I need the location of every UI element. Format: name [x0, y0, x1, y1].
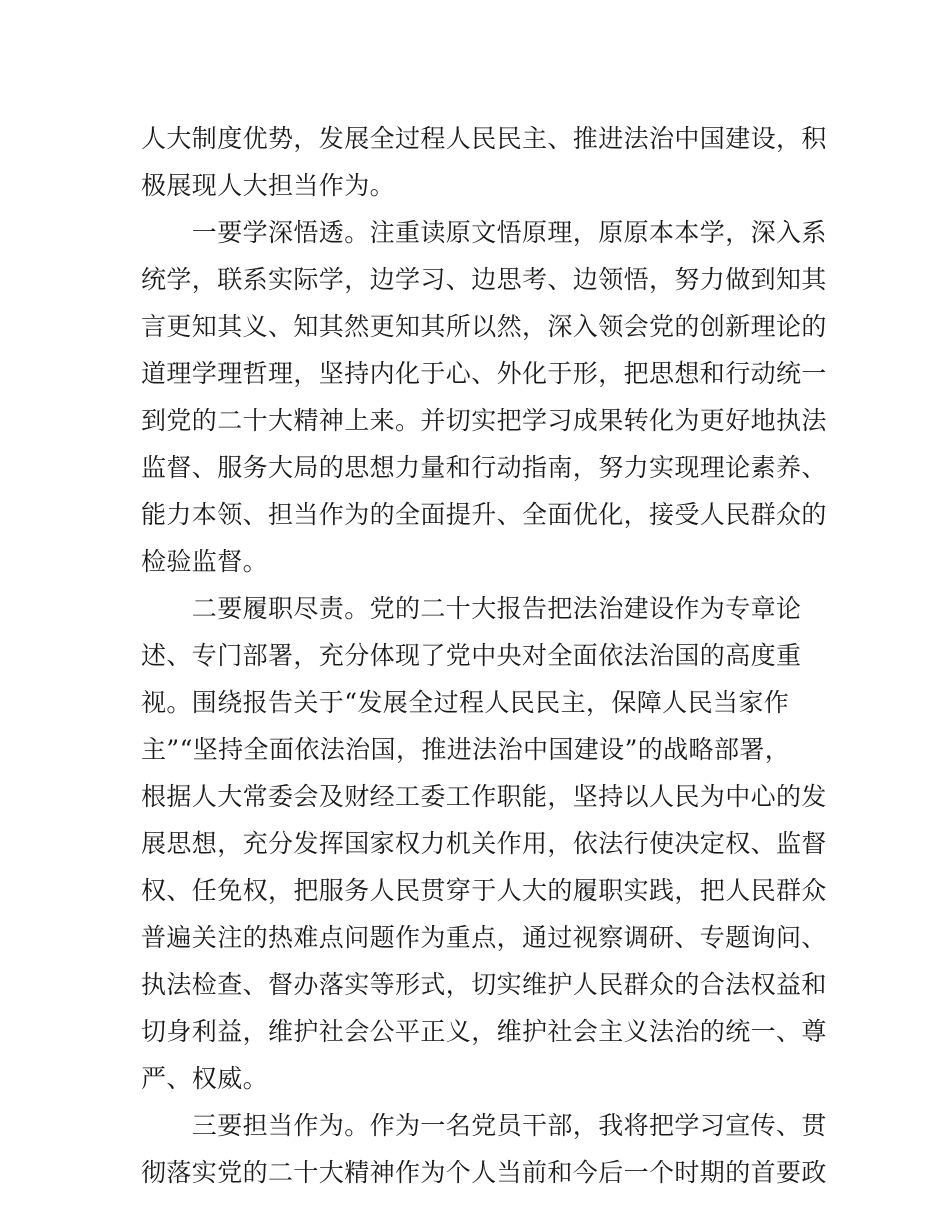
text-line: 述、专门部署，充分体现了党中央对全面依法治国的高度重 — [141, 641, 802, 670]
text-line: 二要履职尽责。党的二十大报告把法治建设作为专章论 — [141, 594, 802, 623]
text-line: 根据人大常委会及财经工委工作职能，坚持以人民为中心的发 — [141, 782, 827, 811]
text-line: 彻落实党的二十大精神作为个人当前和今后一个时期的首要政 — [141, 1158, 827, 1187]
text-line: 监督、服务大局的思想力量和行动指南，努力实现理论素养、 — [141, 453, 827, 482]
body-text — [141, 115, 827, 1196]
text-line: 权、任免权，把服务人民贯穿于人大的履职实践，把人民群众 — [141, 876, 827, 905]
text-line: 检验监督。 — [141, 547, 269, 576]
text-line: 视。围绕报告关于“发展全过程人民民主，保障人民当家作 — [141, 688, 790, 717]
text-line: 主”“坚持全面依法治国，推进法治中国建设”的战略部署， — [141, 735, 791, 764]
text-line: 展思想，充分发挥国家权力机关作用，依法行使决定权、监督 — [141, 829, 827, 858]
text-line: 到党的二十大精神上来。并切实把学习成果转化为更好地执法 — [141, 406, 827, 435]
text-line: 三要担当作为。作为一名党员干部，我将把学习宣传、贯 — [141, 1111, 827, 1140]
text-line: 统学，联系实际学，边学习、边思考、边领悟，努力做到知其 — [141, 265, 827, 294]
text-line: 言更知其义、知其然更知其所以然，深入领会党的创新理论的 — [141, 312, 827, 341]
text-line: 人大制度优势，发展全过程人民民主、推进法治中国建设，积 — [141, 124, 827, 153]
text-line: 普遍关注的热难点问题作为重点，通过视察调研、专题询问、 — [141, 923, 827, 952]
text-line: 执法检查、督办落实等形式，切实维护人民群众的合法权益和 — [141, 970, 827, 999]
text-line: 一要学深悟透。注重读原文悟原理，原原本本学，深入系 — [141, 218, 827, 247]
text-line: 极展现人大担当作为。 — [141, 171, 396, 200]
text-line: 切身利益，维护社会公平正义，维护社会主义法治的统一、尊 — [141, 1017, 827, 1046]
text-line: 能力本领、担当作为的全面提升、全面优化，接受人民群众的 — [141, 500, 827, 529]
text-line: 严、权威。 — [141, 1064, 269, 1093]
text-line: 道理学理哲理，坚持内化于心、外化于形，把思想和行动统一 — [141, 359, 827, 388]
